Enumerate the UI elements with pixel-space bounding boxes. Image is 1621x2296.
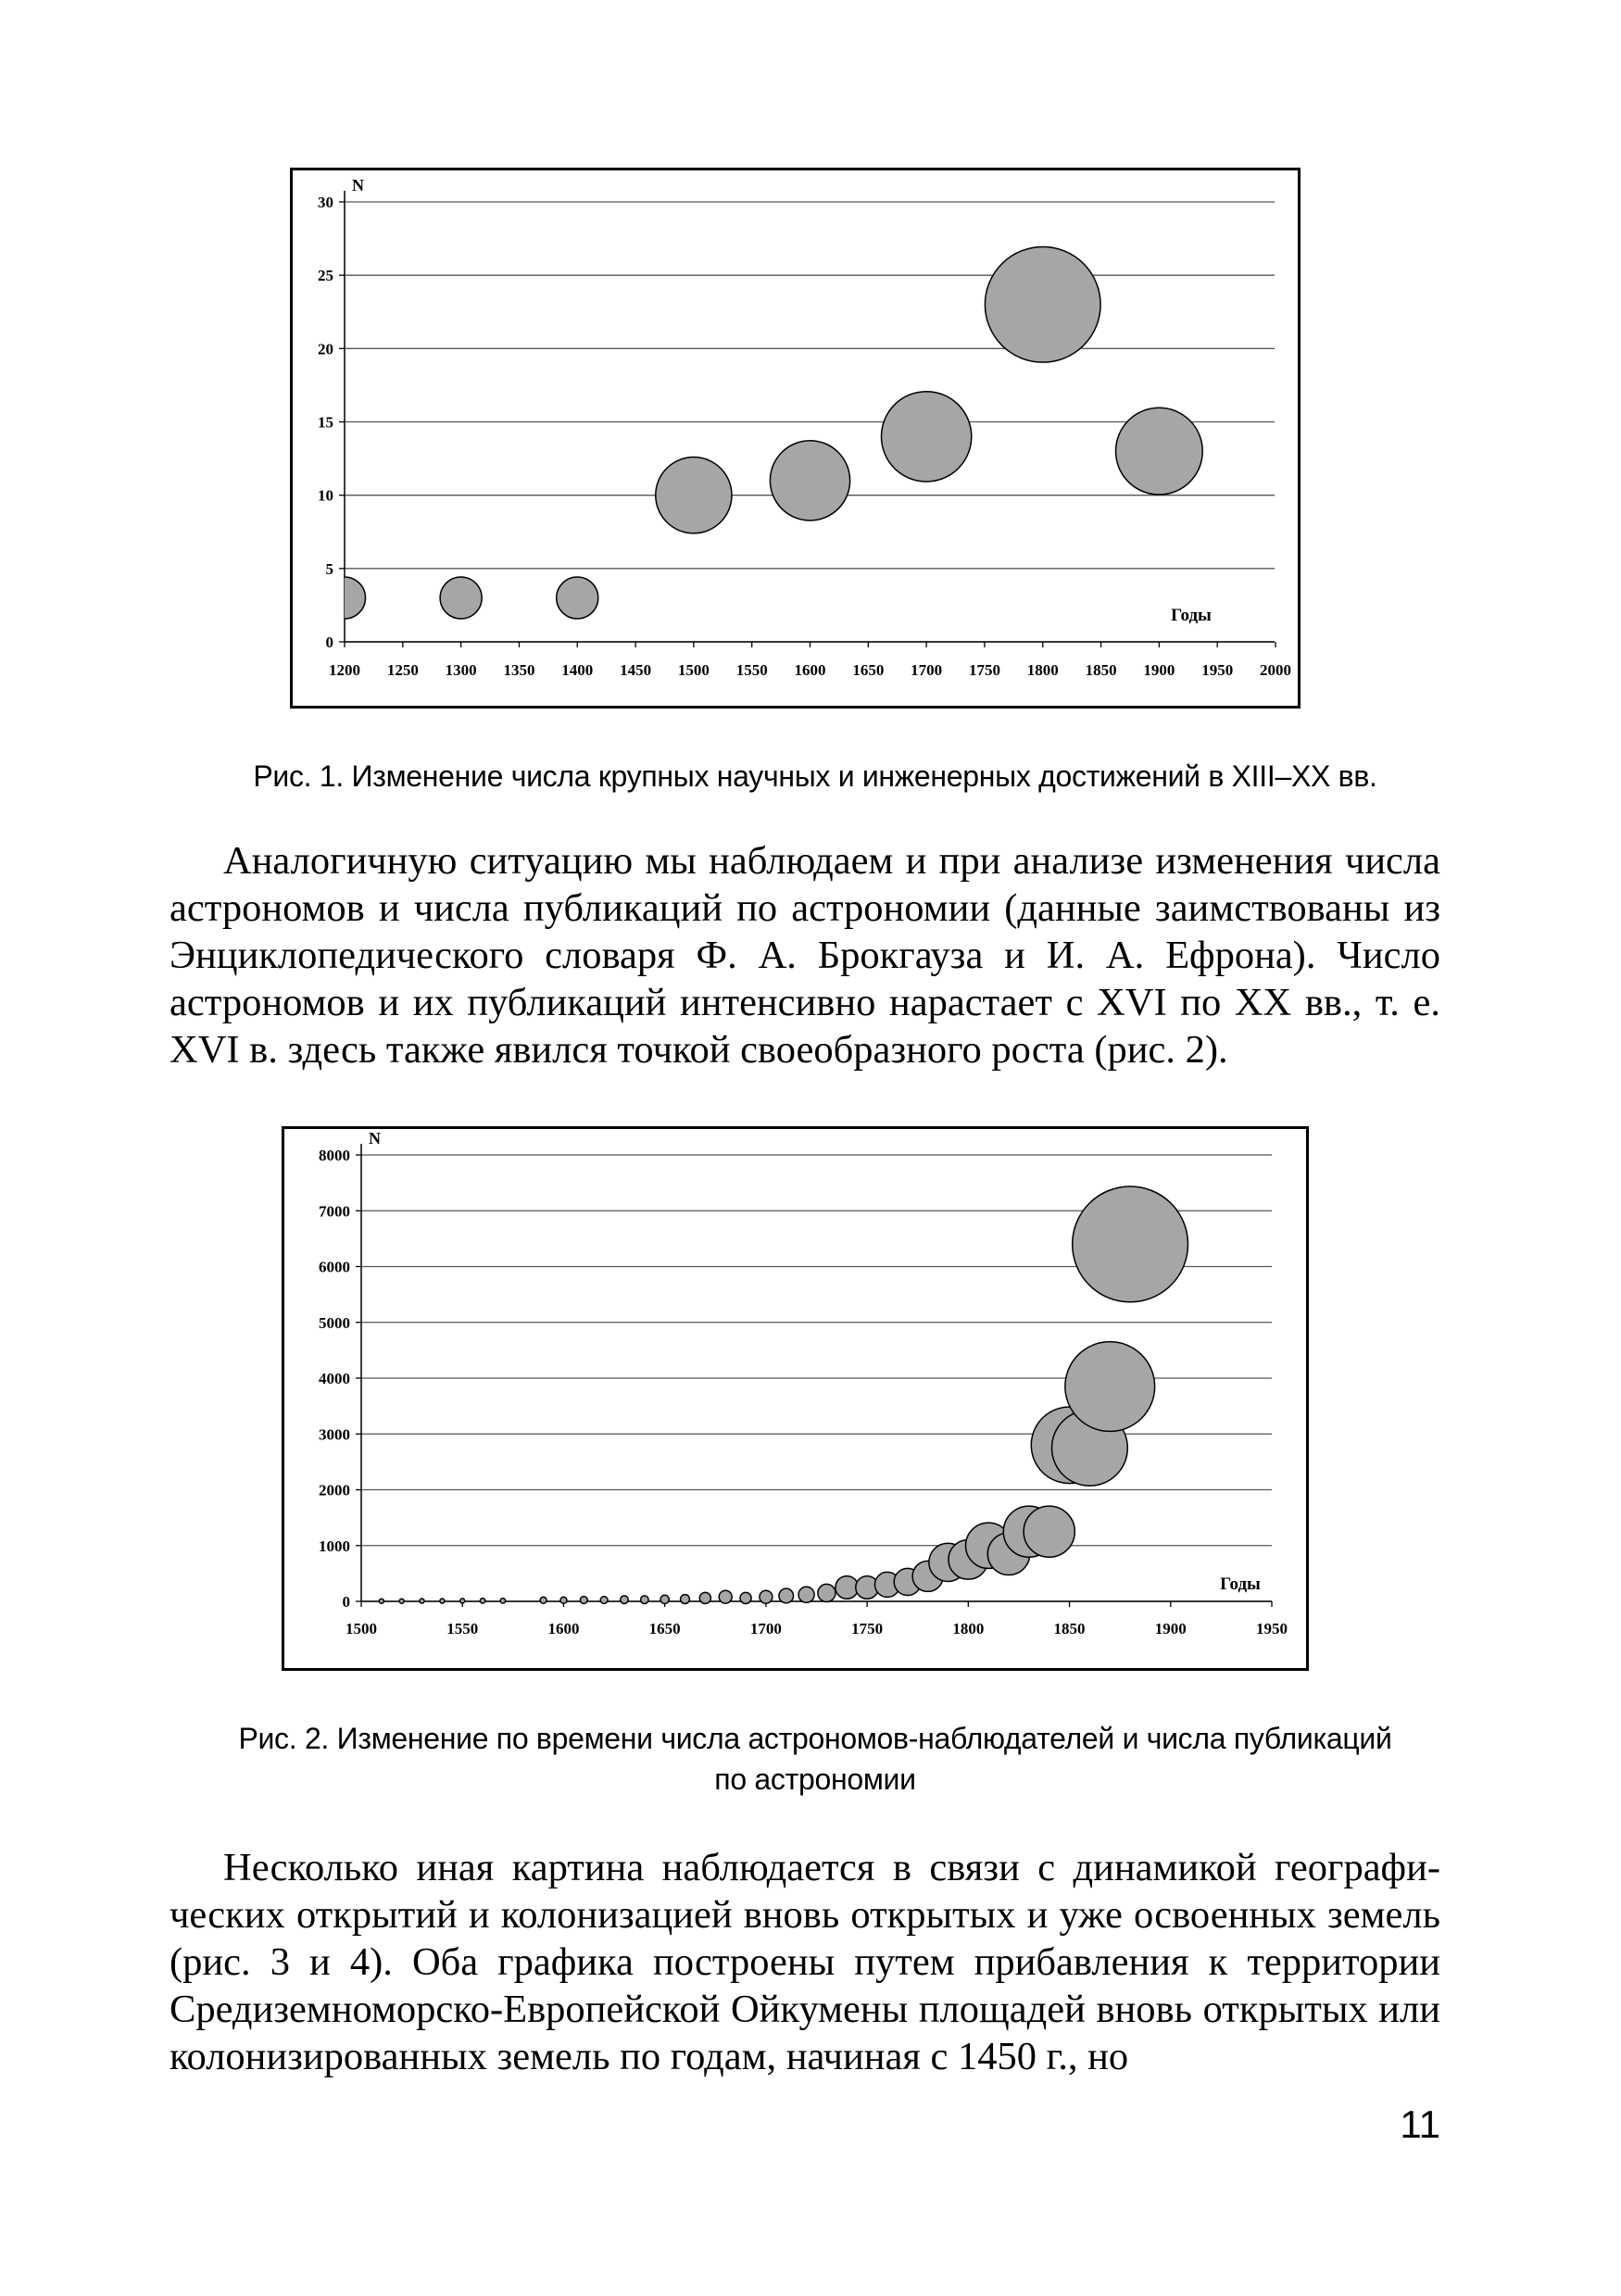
body-paragraph-2: Несколько иная картина наблюдается в связи с динамикой географических открытий и колонизацией вновь открытых и уже освоенных земель (рис. 3 и 4). Оба графика построены путем прибавления к территории Средиземноморско-Европейской Ойкумены площадей вновь открытых или колонизированных земель по годам, начиная с 1450 г., но — [170, 1846, 1440, 2078]
data-bubble — [1073, 1186, 1188, 1302]
x-tick-label: 1650 — [648, 1620, 681, 1637]
x-tick-label: 1800 — [1026, 661, 1059, 679]
data-bubble — [641, 1596, 649, 1604]
x-tick-label: 1200 — [329, 661, 360, 679]
data-bubble — [540, 1597, 547, 1603]
y-tick-label: 20 — [318, 340, 333, 358]
data-bubble — [656, 458, 732, 533]
y-tick-label: 5 — [325, 559, 333, 578]
x-axis-label: Годы — [1220, 1575, 1261, 1594]
data-bubble — [500, 1599, 505, 1603]
y-tick-label: 0 — [342, 1593, 350, 1611]
figure-2-caption-line-2: по астрономии — [714, 1763, 916, 1796]
data-bubble — [985, 246, 1100, 362]
x-tick-label: 1850 — [1053, 1620, 1086, 1637]
data-bubble — [480, 1599, 484, 1603]
data-bubble — [460, 1599, 465, 1603]
y-tick-label: 2000 — [319, 1481, 350, 1499]
data-bubble — [798, 1587, 814, 1602]
y-tick-label: 8000 — [319, 1147, 350, 1164]
y-tick-label: 10 — [318, 486, 333, 505]
data-bubble — [760, 1590, 773, 1603]
data-bubble — [681, 1595, 690, 1604]
y-tick-label: 15 — [318, 413, 333, 432]
x-tick-label: 1500 — [677, 661, 710, 679]
x-tick-label: 1600 — [547, 1620, 580, 1637]
data-bubble — [881, 392, 971, 482]
x-tick-label: 1800 — [952, 1620, 985, 1637]
y-axis-label: N — [369, 1129, 381, 1148]
x-tick-label: 1700 — [749, 1620, 782, 1637]
data-bubble — [323, 577, 365, 619]
data-bubble — [557, 577, 598, 619]
figure-2-caption — [139, 1718, 1491, 1800]
data-bubble — [420, 1599, 424, 1603]
y-tick-label: 5000 — [319, 1313, 350, 1332]
data-bubble — [836, 1576, 859, 1600]
y-tick-label: 1000 — [319, 1537, 350, 1555]
data-bubble — [660, 1595, 669, 1603]
figure-1-caption: Рис. 1. Изменение числа крупных научных и инженерных достижений в XIII–XX вв. — [253, 759, 1377, 793]
x-tick-label: 1550 — [446, 1620, 479, 1637]
figure-1-chart — [290, 168, 1301, 709]
x-tick-label: 1950 — [1201, 661, 1234, 679]
x-tick-label: 1550 — [735, 661, 768, 679]
x-tick-label: 1850 — [1085, 661, 1117, 679]
figure-2-svg — [284, 1129, 1306, 1668]
y-tick-label: 30 — [318, 194, 333, 211]
y-tick-label: 7000 — [319, 1202, 350, 1221]
data-bubble — [580, 1597, 587, 1604]
data-bubble — [440, 577, 482, 619]
data-bubble — [621, 1596, 629, 1604]
y-tick-label: 25 — [318, 267, 333, 285]
bubble-group — [323, 246, 1202, 619]
x-tick-label: 1500 — [346, 1620, 377, 1637]
data-bubble — [560, 1597, 567, 1603]
figure-1-svg — [293, 170, 1298, 706]
x-tick-label: 1650 — [852, 661, 885, 679]
x-tick-label: 1900 — [1154, 1620, 1187, 1637]
y-tick-label: 4000 — [319, 1370, 350, 1387]
x-tick-label: 1250 — [386, 661, 419, 679]
x-tick-label: 1750 — [851, 1620, 884, 1637]
x-tick-label: 1400 — [561, 661, 594, 679]
y-tick-label: 3000 — [319, 1425, 350, 1444]
data-bubble — [779, 1588, 794, 1603]
data-bubble — [719, 1590, 732, 1603]
x-axis-label: Годы — [1171, 606, 1212, 625]
data-bubble — [699, 1592, 710, 1603]
y-tick-label: 6000 — [319, 1258, 350, 1276]
x-tick-label: 2000 — [1260, 661, 1291, 679]
figure-2-chart — [282, 1126, 1309, 1671]
data-bubble — [818, 1584, 836, 1601]
figure-2-caption-line-1: Рис. 2. Изменение по времени числа астрономов-наблюдателей и числа публикаций — [238, 1722, 1392, 1755]
x-tick-label: 1300 — [445, 661, 477, 679]
x-tick-label: 1350 — [503, 661, 535, 679]
data-bubble — [1065, 1342, 1155, 1432]
data-bubble — [1116, 408, 1203, 495]
page-number: 11 — [1400, 2102, 1440, 2146]
x-tick-label: 1950 — [1256, 1620, 1288, 1637]
bubble-group — [379, 1186, 1187, 1604]
x-tick-label: 1450 — [620, 661, 652, 679]
data-bubble — [379, 1599, 383, 1603]
data-bubble — [1024, 1506, 1074, 1557]
body-paragraph-1: Аналогичную ситуацию мы наблюдаем и при анализе изменения числа астрономов и числа публикаций по астрономии (данные заимствованы из Энциклопедического словаря Ф. А. Брокгауза и И. А. Ефрона). Число астрономов и их публикаций интенсивно нарастает с XVI по XX вв., т. е. XVI в. здесь также явился точкой своеобразного роста (рис. 2). — [170, 839, 1440, 1072]
data-bubble — [440, 1599, 445, 1603]
data-bubble — [399, 1599, 404, 1603]
data-bubble — [600, 1597, 608, 1604]
x-tick-label: 1750 — [968, 661, 1000, 679]
x-tick-label: 1900 — [1143, 661, 1175, 679]
y-axis-label: N — [352, 176, 364, 194]
x-tick-label: 1700 — [911, 661, 943, 679]
y-tick-label: 0 — [325, 634, 333, 651]
x-tick-label: 1600 — [794, 661, 826, 679]
data-bubble — [740, 1592, 751, 1603]
data-bubble — [770, 441, 849, 521]
